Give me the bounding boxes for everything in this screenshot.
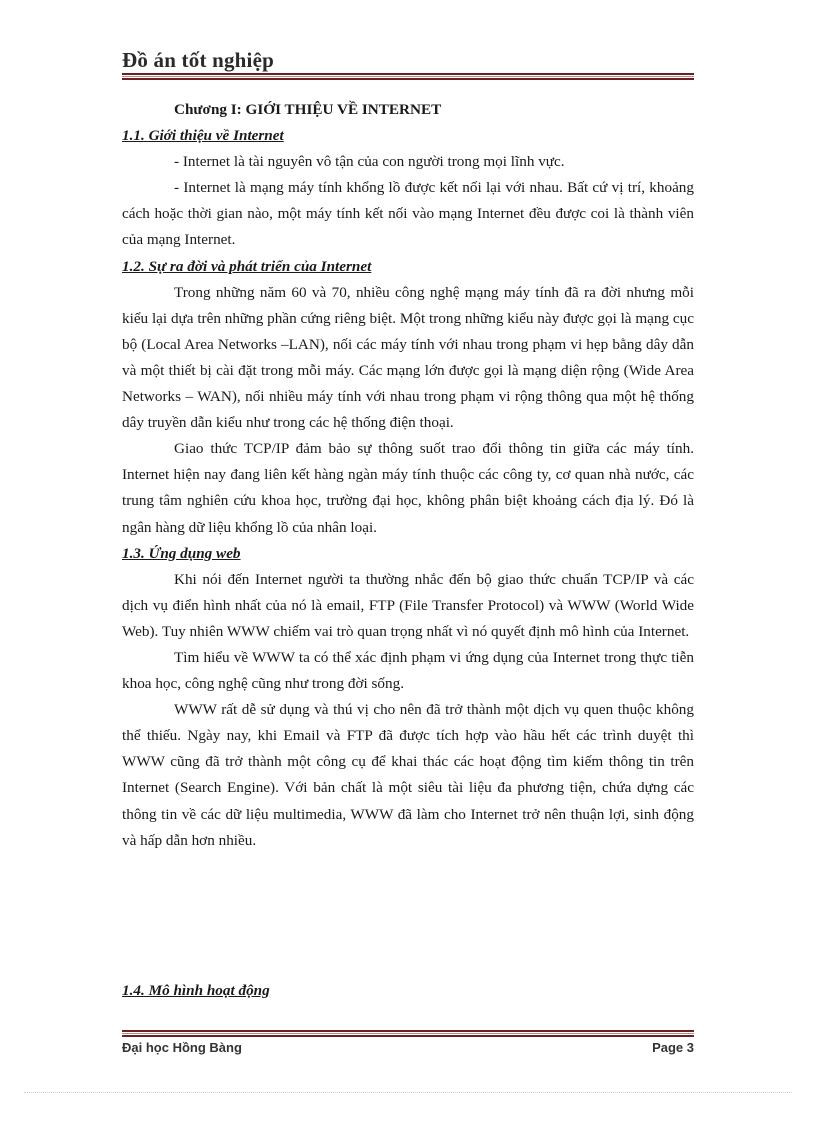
header-title: Đồ án tốt nghiệp: [122, 48, 274, 72]
section-heading-1-4: 1.4. Mô hình hoạt động: [122, 982, 270, 999]
footer-university: Đại học Hồng Bàng: [122, 1040, 242, 1055]
header-rule: [122, 73, 694, 80]
page-edge-divider: [24, 1092, 792, 1093]
footer-rule: [122, 1030, 694, 1037]
footer-page-number: Page 3: [652, 1040, 694, 1055]
document-body: [122, 97, 694, 854]
paragraph: Giao thức TCP/IP đảm bảo sự thông suốt trao đổi thông tin giữa các máy tính. Internet hiện nay đang liên kết hàng ngàn máy tính thuộc các công ty, cơ quan nhà nước, các trung tâm nghiên cứu khoa học, trường đại học, không phân biệt khoảng cách địa lý. Đó là ngân hàng dữ liệu khổng lồ của nhân loại.: [122, 440, 694, 536]
section-heading-1-3: 1.3. Ứng dụng web: [122, 544, 241, 562]
paragraph: Trong những năm 60 và 70, nhiều công nghệ mạng máy tính đã ra đời nhưng mỗi kiểu lại dựa trên những phần cứng riêng biệt. Một trong những kiểu này được gọi là mạng cục bộ (Local Area Networks –LAN), nối các máy tính với nhau trong phạm vi hẹp bằng dây dẫn và một thiết bị cài đặt trong mỗi máy. Các mạng lớn được gọi là mạng diện rộng (Wide Area Networks – WAN), nối nhiều máy tính với nhau trong phạm vi rộng thông qua một hệ thống dây truyền dẫn kiểu như trong các hệ thống điện thoại.: [122, 283, 694, 432]
paragraph: Khi nói đến Internet người ta thường nhắc đến bộ giao thức chuẩn TCP/IP và các dịch vụ điển hình nhất của nó là email, FTP (File Transfer Protocol) và WWW (World Wide Web). Tuy nhiên WWW chiếm vai trò quan trọng nhất vì nó quyết định mô hình của Internet.: [122, 570, 694, 640]
paragraph: WWW rất dễ sử dụng và thú vị cho nên đã trở thành một dịch vụ quen thuộc không thể thiếu. Ngày nay, khi Email và FTP đã được tích hợp vào hầu hết các trình duyệt thì WWW cũng đã trở thành một công cụ để khai thác các hoạt động tìm kiếm thông tin trên Internet (Search Engine). Với bản chất là một siêu tài liệu đa phương tiện, chứa dựng các thông tin về các dữ liệu multimedia, WWW đã làm cho Internet trở nên thuận lợi, sinh động và hấp dẫn hơn nhiều.: [122, 701, 694, 849]
paragraph: - Internet là tài nguyên vô tận của con người trong mọi lĩnh vực.: [174, 153, 565, 171]
section-heading-1-2: 1.2. Sự ra đời và phát triển của Internet: [122, 257, 372, 275]
paragraph: - Internet là mạng máy tính khổng lồ được kết nối lại với nhau. Bất cứ vị trí, khoảng cách hoặc thời gian nào, một máy tính kết nối vào mạng Internet đều được coi là thành viên của mạng Internet.: [122, 179, 694, 249]
section-heading-1-1: 1.1. Giới thiệu về Internet: [122, 127, 284, 145]
chapter-title: Chương I: GIỚI THIỆU VỀ INTERNET: [174, 101, 442, 118]
paragraph: Tìm hiểu về WWW ta có thể xác định phạm vi ứng dụng của Internet trong thực tiễn khoa học, công nghệ cũng như trong đời sống.: [122, 648, 694, 693]
